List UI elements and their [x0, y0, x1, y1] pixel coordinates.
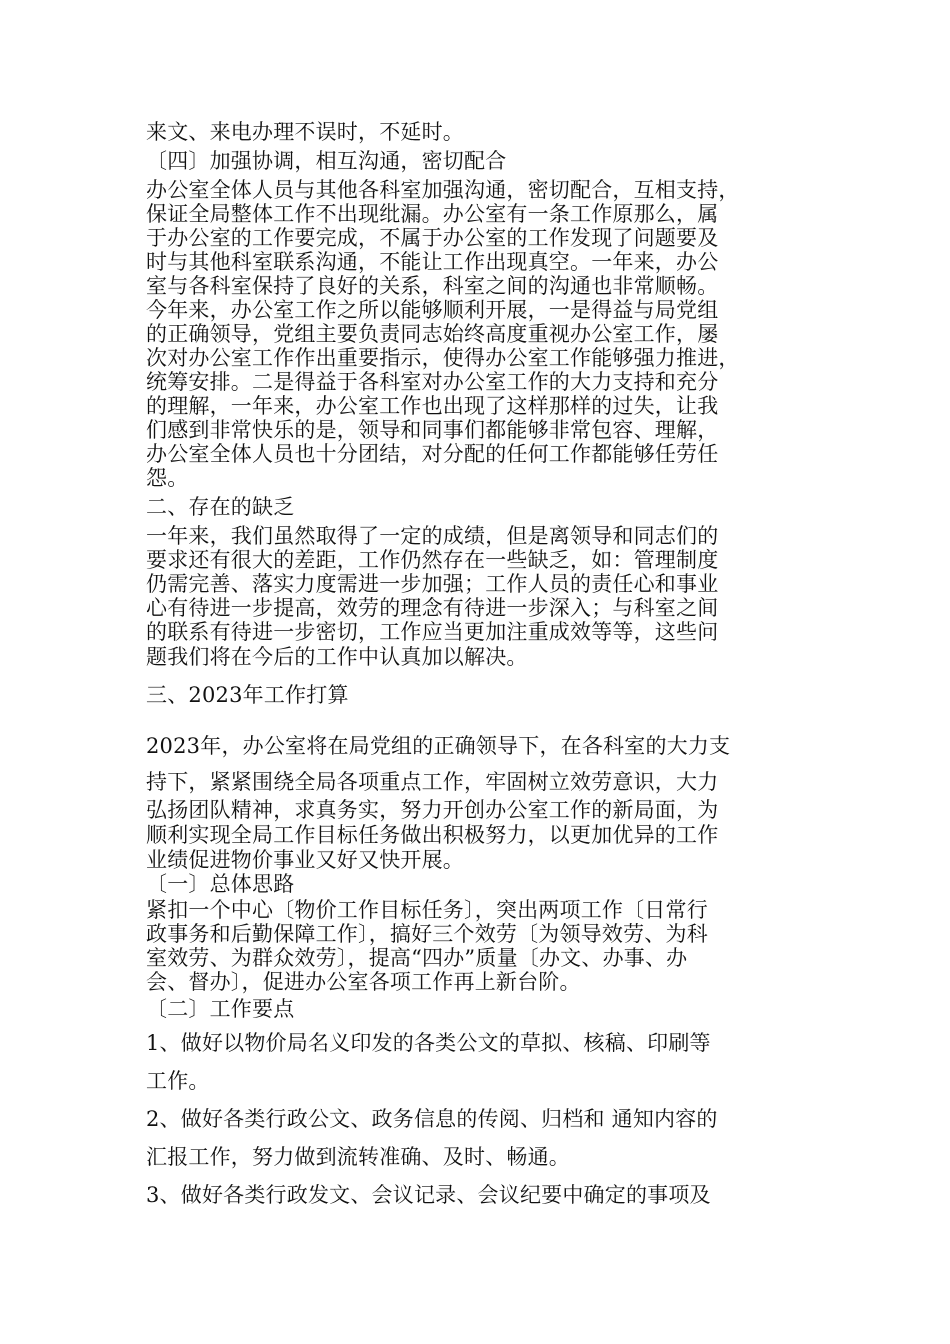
- text-line: 今年来，办公室工作之所以能够顺利开展，一是得益与局党组: [146, 298, 719, 322]
- text-line: 心有待进一步提高，效劳的理念有待进一步深入；与科室之间: [146, 596, 719, 620]
- text-line: 会、督办〕，促进办公室各项工作再上新台阶。: [146, 970, 581, 994]
- text-line: 于办公室的工作要完成，不属于办公室的工作发现了问题要及: [146, 226, 719, 250]
- text-line: 一年来，我们虽然取得了一定的成绩，但是离领导和同志们的: [146, 524, 719, 548]
- text-line: 工作。: [146, 1069, 210, 1093]
- text-line: 的理解，一年来，办公室工作也出现了这样那样的过失，让我: [146, 394, 719, 418]
- text-line: 室效劳、为群众效劳〕，提高“四办”质量〔办文、办事、办: [146, 946, 688, 970]
- text-line: 保证全局整体工作不出现纰漏。办公室有一条工作原那么，属: [146, 202, 719, 226]
- text-line: 办公室全体人员与其他各科室加强沟通，密切配合，互相支持，: [146, 178, 740, 202]
- text-line: 题我们将在今后的工作中认真加以解决。: [146, 645, 528, 669]
- text-line: 汇报工作，努力做到流转准确、及时、畅通。: [146, 1145, 570, 1169]
- section-heading: 三、2023年工作打算: [146, 683, 349, 707]
- section-heading: 〔四〕加强协调，相互沟通，密切配合: [146, 149, 507, 173]
- text-line: 们感到非常快乐的是，领导和同事们都能够非常包容、理解，: [146, 418, 719, 442]
- section-heading: 〔一〕总体思路: [146, 872, 295, 896]
- text-line: 持下，紧紧围绕全局各项重点工作，牢固树立效劳意识，大力: [146, 770, 719, 794]
- text-line: 1、做好以物价局名义印发的各类公文的草拟、核稿、印刷等: [146, 1031, 711, 1055]
- text-line: 的联系有待进一步密切，工作应当更加注重成效等等，这些问: [146, 620, 719, 644]
- text-line: 仍需完善、落实力度需进一步加强；工作人员的责任心和事业: [146, 572, 719, 596]
- text-line: 怨。: [146, 466, 189, 490]
- text-line: 要求还有很大的差距，工作仍然存在一些缺乏，如：管理制度: [146, 548, 719, 572]
- text-line: 统筹安排。二是得益于各科室对办公室工作的大力支持和充分: [146, 370, 719, 394]
- section-heading: 〔二〕工作要点: [146, 997, 295, 1021]
- text-line: 次对办公室工作作出重要指示，使得办公室工作能够强力推进，: [146, 346, 740, 370]
- text-line: 政事务和后勤保障工作〕，搞好三个效劳〔为领导效劳、为科: [146, 922, 708, 946]
- text-line: 的正确领导，党组主要负责同志始终高度重视办公室工作，屡: [146, 322, 719, 346]
- text-line: 时与其他科室联系沟通，不能让工作出现真空。一年来，办公: [146, 250, 719, 274]
- text-line: 室与各科室保持了良好的关系，科室之间的沟通也非常顺畅。: [146, 274, 719, 298]
- text-line: 3、做好各类行政发文、会议记录、会议纪要中确定的事项及: [146, 1183, 711, 1207]
- text-line: 紧扣一个中心〔物价工作目标任务〕，突出两项工作〔日常行: [146, 898, 708, 922]
- text-line: 2023年，办公室将在局党组的正确领导下，在各科室的大力支: [146, 734, 731, 758]
- text-line: 来文、来电办理不误时，不延时。: [146, 120, 464, 144]
- section-heading: 二、存在的缺乏: [146, 495, 295, 519]
- text-line: 2、做好各类行政公文、政务信息的传阅、归档和 通知内容的: [146, 1107, 718, 1131]
- text-line: 顺利实现全局工作目标任务做出积极努力，以更加优异的工作: [146, 823, 719, 847]
- text-line: 弘扬团队精神，求真务实，努力开创办公室工作的新局面，为: [146, 798, 719, 822]
- text-line: 办公室全体人员也十分团结，对分配的任何工作都能够任劳任: [146, 442, 719, 466]
- text-line: 业绩促进物价事业又好又快开展。: [146, 848, 464, 872]
